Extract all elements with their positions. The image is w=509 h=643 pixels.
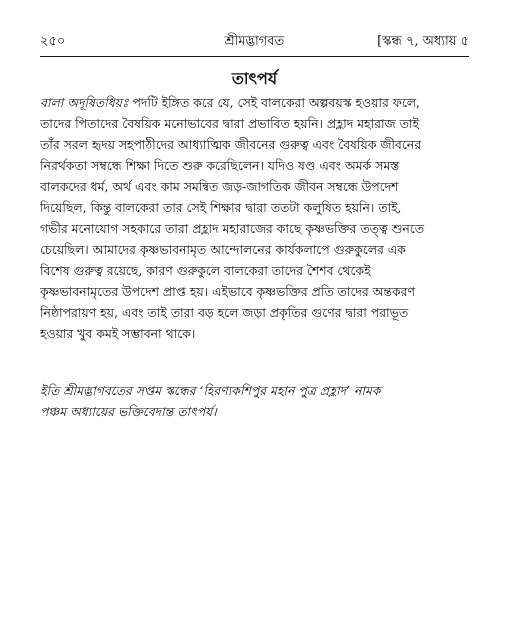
running-header xyxy=(40,32,469,54)
chapter-colophon xyxy=(40,380,465,422)
canto-chapter-label: [স্কন্ধ ৭, অধ্যায় ৫ xyxy=(377,34,469,49)
purport-line: তাঁর সরল হৃদয় সহপাঠীদের আধ্যাত্মিক জীবনের গুরুত্ব এবং বৈষয়িক জীবনের xyxy=(40,137,422,152)
purport-text xyxy=(40,92,465,344)
purport-line: দিয়েছিল, কিন্তু বালকেরা তার সেই শিক্ষার দ্বারা ততটা কলুষিত হয়নি। তাই, xyxy=(40,200,402,215)
purport-line: বিশেষ গুরুত্ব রয়েছে, কারণ গুরুকুলে বালকেরা তাদের শৈশব থেকেই xyxy=(40,263,371,278)
purport-line: তাদের পিতাদের বৈষয়িক মনোভাবের দ্বারা প্রভাবিত হয়নি। প্রহ্লাদ মহারাজ তাই xyxy=(40,116,419,131)
header-rule xyxy=(40,56,469,57)
purport-line: হওয়ার খুব কমই সম্ভাবনা থাকে। xyxy=(40,326,196,341)
colophon-line: পঞ্চম অধ্যায়ের ভক্তিবেদান্ত তাৎপর্য। xyxy=(40,404,217,419)
purport-line: নিষ্ঠাপরায়ণ হয়, এবং তাই তারা বড় হলে জড়া প্রকৃতির গুণের দ্বারা পরাভূত xyxy=(40,305,409,320)
purport-line: গভীর মনোযোগ সহকারে তারা প্রহ্লাদ মহারাজের কাছে কৃষ্ণভক্তির তত্ত্ব শুনতে xyxy=(40,221,425,236)
purport-line: বালকদের ধর্ম, অর্থ এবং কাম সমন্বিত জড়-জাগতিক জীবন সম্বন্ধে উপদেশ xyxy=(40,179,399,194)
page-number: ২৫০ xyxy=(40,34,66,49)
purport-line: নিরর্থকতা সম্বন্ধে শিক্ষা দিতে শুরু করেছিলেন। যদিও ষণ্ড এবং অমর্ক সমস্ত xyxy=(40,158,400,173)
sanskrit-term: বালা অদূষিতধিয়ঃ xyxy=(40,95,129,110)
purport-line: কৃষ্ণভাবনামৃতের উপদেশ প্রাপ্ত হয়। এইভাবে কৃষ্ণভক্তির প্রতি তাদের অন্তকরণ xyxy=(40,284,415,299)
purport-line: চেয়েছিল। আমাদের কৃষ্ণভাবনামৃত আন্দোলনের কার্যকলাপে গুরুকুলের এক xyxy=(40,242,406,257)
purport-line: বালা অদূষিতধিয়ঃ পদটি ইঙ্গিত করে যে, সেই বালকেরা অল্পবয়স্ক হওয়ার ফলে, xyxy=(40,95,420,110)
book-title: শ্রীমদ্ভাগবত xyxy=(224,34,285,49)
purport-heading: তাৎপর্য xyxy=(231,69,278,88)
colophon-line: ইতি শ্রীমদ্ভাগবতের সপ্তম স্কন্ধের ‘হিরণ্যকশিপুর মহান পুত্র প্রহ্লাদ’ নামক xyxy=(40,383,381,398)
